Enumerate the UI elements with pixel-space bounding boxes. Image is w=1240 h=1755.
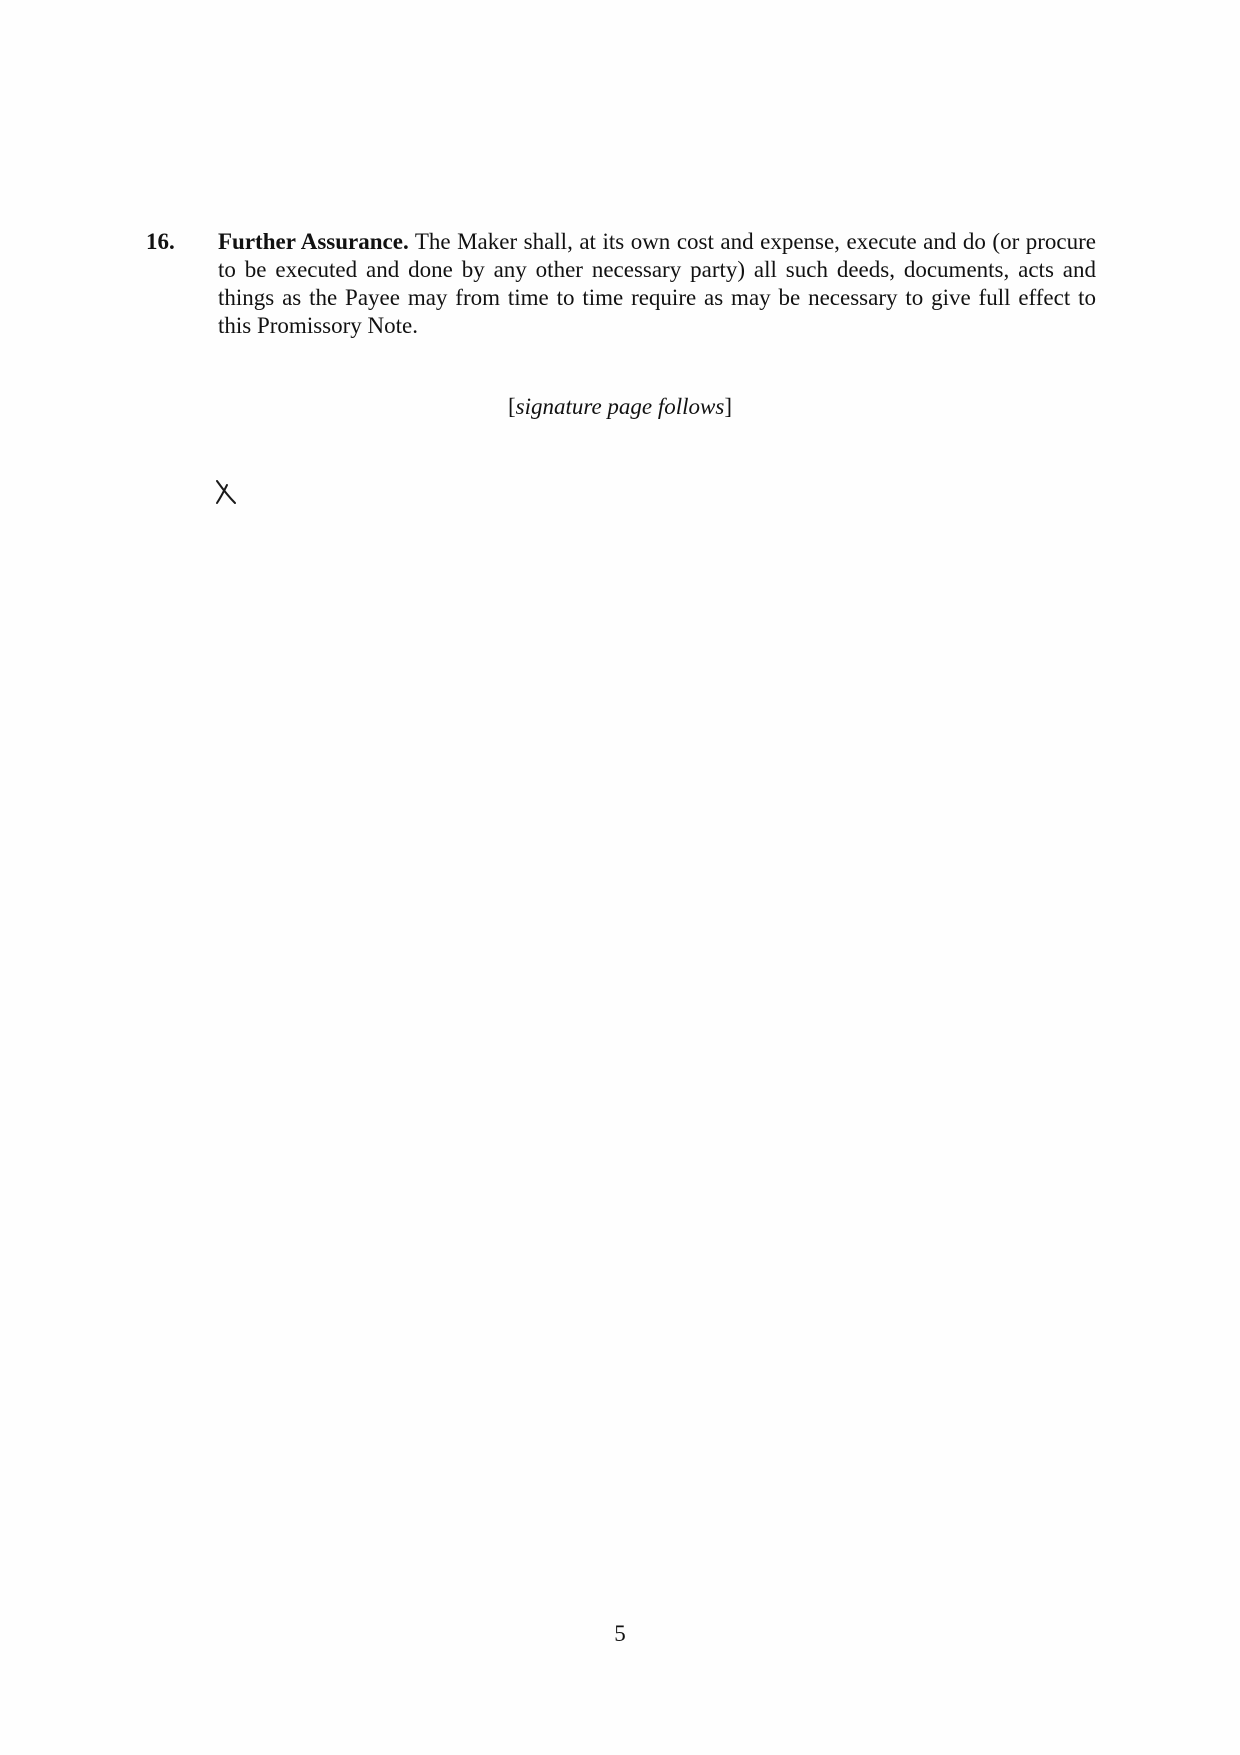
clause-heading: Further Assurance. (218, 229, 409, 254)
clause-body (218, 228, 1096, 340)
follows-open-bracket: [ (507, 394, 516, 419)
clause-text: The Maker shall, at its own cost and expense, execute and do (or procure to be executed and done by any other necessary party) all such deeds, documents, acts and things as the Payee may from time to time require as may be necessary to give full effect to this Promissory Note. (218, 229, 1096, 338)
follows-italic-text: signature page follows (515, 394, 725, 419)
follows-close-bracket: ] (724, 394, 733, 419)
clause-number: 16. (146, 229, 175, 254)
handwritten-initial-mark (214, 478, 238, 506)
page-number: 5 (614, 1621, 626, 1646)
signature-page-follows-note (0, 393, 1240, 421)
